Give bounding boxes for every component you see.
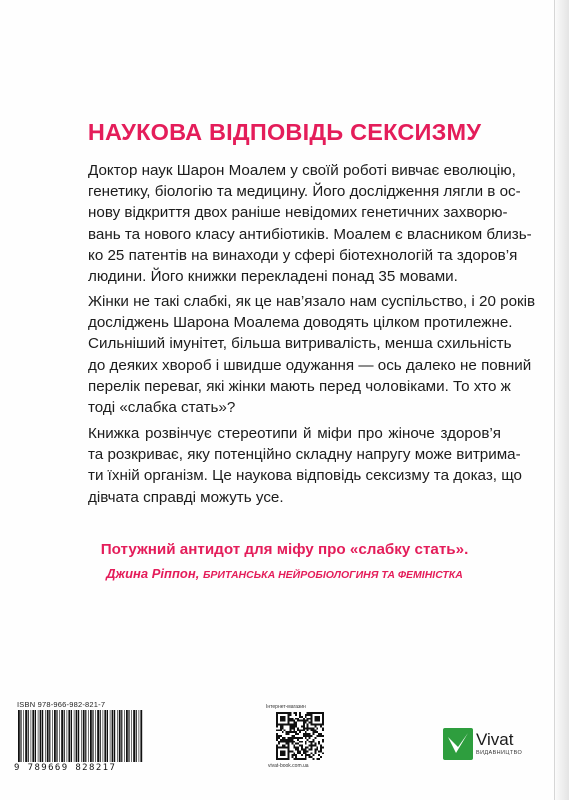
qr-url: vivat-book.com.ua (268, 763, 309, 769)
text-line: тоді «слабка стать»? (88, 399, 236, 417)
isbn-number: ISBN 978-966-982-821-7 (17, 700, 106, 709)
description-paragraph-3 (88, 423, 522, 508)
text-line: ко 25 патентів на винаходи у сфері біотехнологій та здоров’я (88, 246, 518, 264)
text-line: нову відкриття двох раніше невідомих генетичних захворю- (88, 204, 508, 222)
description-paragraph-1 (88, 160, 532, 287)
qr-caption: Інтернет-магазин (266, 704, 306, 710)
text-line: до деяких хвороб і швидше одужання — ось далеко не повний (88, 356, 532, 374)
cover-title: НАУКОВА ВІДПОВІДЬ СЕКСИЗМУ (87, 119, 482, 145)
text-line: Сильніший імунітет, більша витривалість, менша схильність (88, 335, 512, 353)
text-line: генетику, біологію та медицину. Його дослідження лягли в ос- (88, 183, 521, 201)
barcode (17, 710, 143, 762)
description-paragraph-2 (88, 291, 536, 418)
text-line: перелік переваг, які жінки мають перед чоловіками. То хто ж (88, 377, 511, 395)
text-line: ти їхній організм. Це наукова відповідь сексизму та доказ, що (88, 467, 522, 485)
author-name: Джина Ріппон, (106, 566, 200, 581)
text-line: досліджень Шарона Моалема доводять цілком протилежне. (88, 314, 513, 332)
endorsement-quote: Потужний антидот для міфу про «слабку стать». (100, 541, 469, 558)
text-line: Книжка розвінчує стереотипи й міфи про жіноче здоров’я (88, 425, 501, 442)
text-line: та розкриває, яку потенційно складну напругу може витрима- (88, 446, 521, 464)
text-line: людини. Його книжки перекладені понад 35 мовами. (88, 268, 458, 286)
text-line: вань та нового класу антибіотиків. Моалем є власником близь- (88, 225, 532, 243)
text-line: Доктор наук Шарон Моалем у своїй роботі вивчає еволюцію, (88, 162, 516, 179)
text-line: дівчата справді можуть усе. (88, 488, 284, 506)
qr-code[interactable] (276, 712, 324, 760)
endorsement-author (0, 566, 569, 581)
publisher-logo (443, 728, 543, 762)
text-line: Жінки не такі слабкі, як це нав’язало нам суспільство, і 20 років (88, 293, 536, 310)
publisher-subtitle: ВИДАВНИЦТВО (476, 750, 523, 756)
vivat-leaf-icon (443, 728, 473, 760)
publisher-name: Vivat (476, 730, 514, 749)
author-description: БРИТАНСЬКА НЕЙРОБІОЛОГИНЯ ТА ФЕМІНІСТКА (202, 569, 463, 581)
barcode-digits: 9 789669 828217 (14, 763, 117, 773)
